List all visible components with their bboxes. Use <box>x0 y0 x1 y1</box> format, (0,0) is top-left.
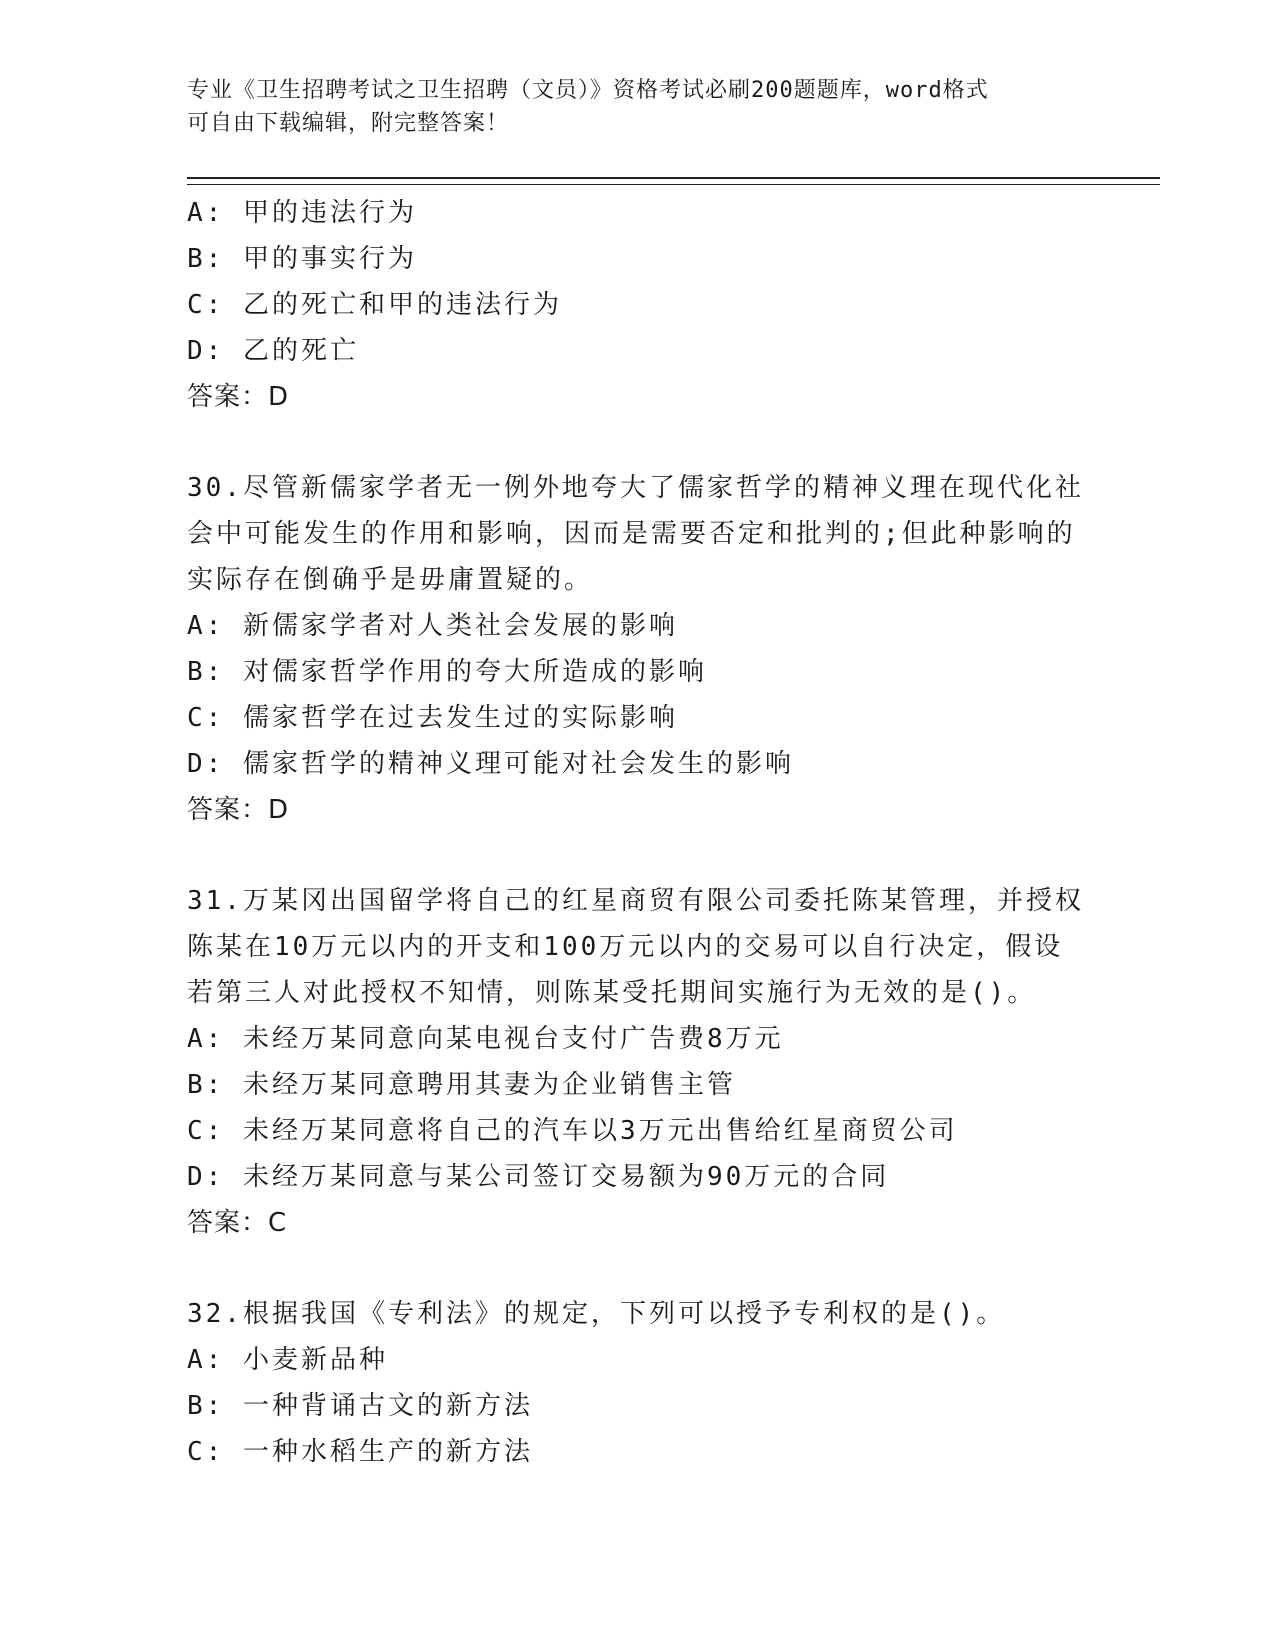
question-list <box>187 190 1087 1475</box>
option-d: D: 乙的死亡 <box>187 336 359 366</box>
option-a: A: 甲的违法行为 <box>187 198 417 228</box>
answer: 答案：D <box>187 382 290 412</box>
question-stem-line-1: 32.根据我国《专利法》的规定，下列可以授予专利权的是()。 <box>187 1299 1006 1329</box>
question-stem-line-1: 31.万某冈出国留学将自己的红星商贸有限公司委托陈某管理，并授权 <box>187 886 1084 916</box>
question-stem-line-3: 若第三人对此授权不知情，则陈某受托期间实施行为无效的是()。 <box>187 978 1037 1008</box>
option-a: A: 小麦新品种 <box>187 1345 388 1375</box>
question-stem-line-2: 陈某在10万元以内的开支和100万元以内的交易可以自行决定，假设 <box>187 932 1064 962</box>
option-d: D: 未经万某同意与某公司签订交易额为90万元的合同 <box>187 1162 890 1192</box>
option-a: A: 未经万某同意向某电视台支付广告费8万元 <box>187 1024 784 1054</box>
question-stem-line-1: 30.尽管新儒家学者无一例外地夸大了儒家哲学的精神义理在现代化社 <box>187 473 1084 503</box>
option-b: B: 未经万某同意聘用其妻为企业销售主管 <box>187 1070 736 1100</box>
answer: 答案：C <box>187 1208 288 1238</box>
question-stem-line-2: 会中可能发生的作用和影响，因而是需要否定和批判的;但此种影响的 <box>187 519 1076 549</box>
header-line-1: 专业《卫生招聘考试之卫生招聘（文员）》资格考试必刷200题题库，word格式 <box>187 78 989 103</box>
spacer <box>187 420 1087 465</box>
option-c: C: 儒家哲学在过去发生过的实际影响 <box>187 703 678 733</box>
question-32 <box>187 1291 1087 1475</box>
question-31 <box>187 878 1087 1246</box>
question-29 <box>187 190 1087 420</box>
option-c: C: 一种水稻生产的新方法 <box>187 1437 533 1467</box>
option-d: D: 儒家哲学的精神义理可能对社会发生的影响 <box>187 749 794 779</box>
question-30 <box>187 465 1087 833</box>
question-stem-line-3: 实际存在倒确乎是毋庸置疑的。 <box>187 565 594 595</box>
document-header <box>187 74 1067 140</box>
spacer <box>187 833 1087 878</box>
option-b: B: 对儒家哲学作用的夸大所造成的影响 <box>187 657 707 687</box>
header-divider-thin <box>187 184 1160 185</box>
option-b: B: 甲的事实行为 <box>187 244 417 274</box>
spacer <box>187 1246 1087 1291</box>
option-c: C: 乙的死亡和甲的违法行为 <box>187 290 562 320</box>
answer: 答案：D <box>187 795 290 825</box>
option-c: C: 未经万某同意将自己的汽车以3万元出售给红星商贸公司 <box>187 1116 958 1146</box>
header-line-2: 可自由下载编辑，附完整答案！ <box>187 111 510 136</box>
header-divider <box>187 177 1160 179</box>
option-a: A: 新儒家学者对人类社会发展的影响 <box>187 611 678 641</box>
option-b: B: 一种背诵古文的新方法 <box>187 1391 533 1421</box>
